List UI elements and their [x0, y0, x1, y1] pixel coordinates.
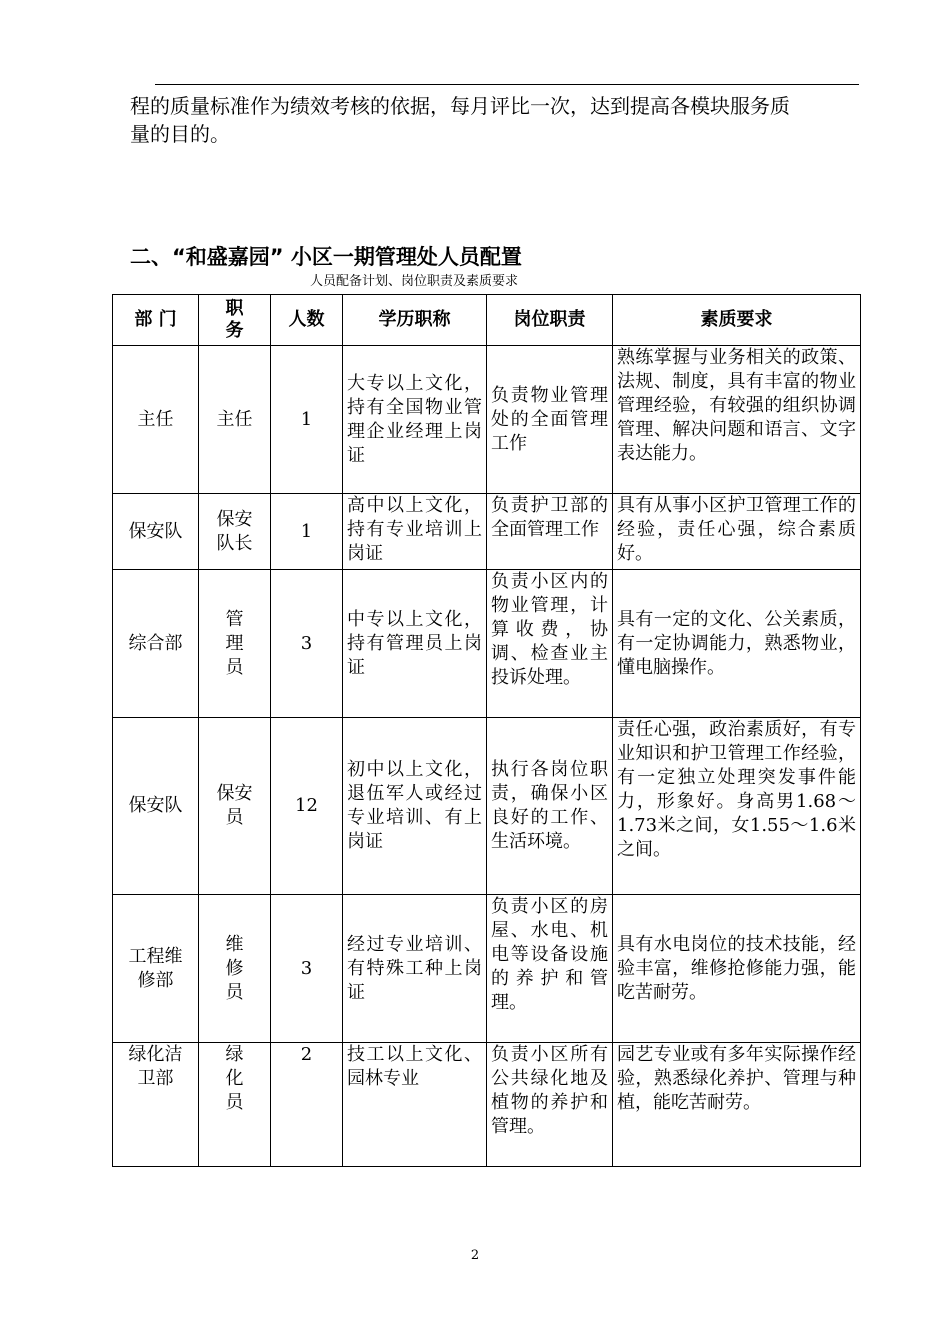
header-rule [155, 84, 859, 85]
intro-line: 程的质量标准作为绩效考核的依据，每月评比一次，达到提高各模块服务质 [130, 94, 790, 118]
cell-count: 3 [271, 895, 343, 1043]
table-row [113, 895, 861, 1043]
cell-title [199, 718, 271, 895]
cell-title [199, 570, 271, 718]
cell-duty: 负责护卫部的全面管理工作 [487, 494, 613, 570]
table-row [113, 570, 861, 718]
cell-dept: 保安队 [113, 718, 199, 895]
header-req: 素质要求 [613, 295, 861, 346]
cell-dept-text: 工程维修部 [128, 945, 183, 991]
cell-title-text: 维修员 [225, 933, 244, 1003]
cell-duty: 执行各岗位职责，确保小区良好的工作、生活环境。 [487, 718, 613, 895]
cell-dept: 综合部 [113, 570, 199, 718]
header-title-text: 职务 [225, 298, 244, 341]
header-duty: 岗位职责 [487, 295, 613, 346]
table-header-row [113, 295, 861, 346]
page-number: 2 [470, 1248, 480, 1263]
cell-req: 具有水电岗位的技术技能，经验丰富，维修抢修能力强，能吃苦耐劳。 [613, 895, 861, 1043]
table-row [113, 1043, 861, 1167]
cell-title [199, 1043, 271, 1167]
table-row [113, 494, 861, 570]
cell-duty: 负责小区所有公共绿化地及植物的养护和管理。 [487, 1043, 613, 1167]
table-row [113, 346, 861, 494]
cell-edu: 大专以上文化，持有全国物业管理企业经理上岗证 [343, 346, 487, 494]
cell-req: 熟练掌握与业务相关的政策、法规、制度，具有丰富的物业管理经验，有较强的组织协调管理、解决问题和语言、文字表达能力。 [613, 346, 861, 494]
cell-duty: 负责小区内的物业管理，计算收费，协调、检查业主投诉处理。 [487, 570, 613, 718]
cell-req: 具有从事小区护卫管理工作的经验，责任心强，综合素质好。 [613, 494, 861, 570]
cell-duty: 负责小区的房屋、水电、机电等设备设施的养护和管理。 [487, 895, 613, 1043]
cell-req: 具有一定的文化、公关素质，有一定协调能力，熟悉物业，懂电脑操作。 [613, 570, 861, 718]
intro-paragraph [130, 92, 860, 148]
cell-title [199, 494, 271, 570]
cell-count: 1 [271, 494, 343, 570]
cell-dept [113, 895, 199, 1043]
cell-edu: 中专以上文化，持有管理员上岗证 [343, 570, 487, 718]
cell-count: 1 [271, 346, 343, 494]
header-dept: 部 门 [113, 295, 199, 346]
cell-req: 责任心强，政治素质好，有专业知识和护卫管理工作经验，有一定独立处理突发事件能力，形象好。身高男1.68～1.73米之间，女1.55～1.6米之间。 [613, 718, 861, 895]
header-title [199, 295, 271, 346]
cell-title-text: 保安员 [216, 783, 253, 828]
table-caption: 人员配备计划、岗位职责及素质要求 [310, 274, 519, 289]
cell-title-text: 保安队长 [216, 508, 253, 554]
cell-count: 2 [271, 1043, 343, 1167]
table-row [113, 718, 861, 895]
cell-dept-text: 绿化洁卫部 [128, 1044, 183, 1089]
header-edu: 学历职称 [343, 295, 487, 346]
cell-duty: 负责物业管理处的全面管理工作 [487, 346, 613, 494]
staff-table [112, 294, 861, 1167]
cell-title [199, 895, 271, 1043]
cell-dept [113, 1043, 199, 1167]
cell-title-text: 绿化员 [225, 1044, 244, 1113]
cell-edu: 高中以上文化，持有专业培训上岗证 [343, 494, 487, 570]
cell-count: 3 [271, 570, 343, 718]
cell-edu: 经过专业培训、有特殊工种上岗证 [343, 895, 487, 1043]
header-count: 人数 [271, 295, 343, 346]
cell-dept: 主任 [113, 346, 199, 494]
cell-count: 12 [271, 718, 343, 895]
cell-req: 园艺专业或有多年实际操作经验，熟悉绿化养护、管理与种植，能吃苦耐劳。 [613, 1043, 861, 1167]
cell-edu: 技工以上文化、园林专业 [343, 1043, 487, 1167]
cell-dept: 保安队 [113, 494, 199, 570]
cell-title: 主任 [199, 346, 271, 494]
intro-line: 量的目的。 [130, 122, 230, 146]
section-heading: 二、“和盛嘉园” 小区一期管理处人员配置 [130, 245, 522, 269]
cell-edu: 初中以上文化，退伍军人或经过专业培训、有上岗证 [343, 718, 487, 895]
cell-title-text: 管理员 [225, 608, 244, 678]
